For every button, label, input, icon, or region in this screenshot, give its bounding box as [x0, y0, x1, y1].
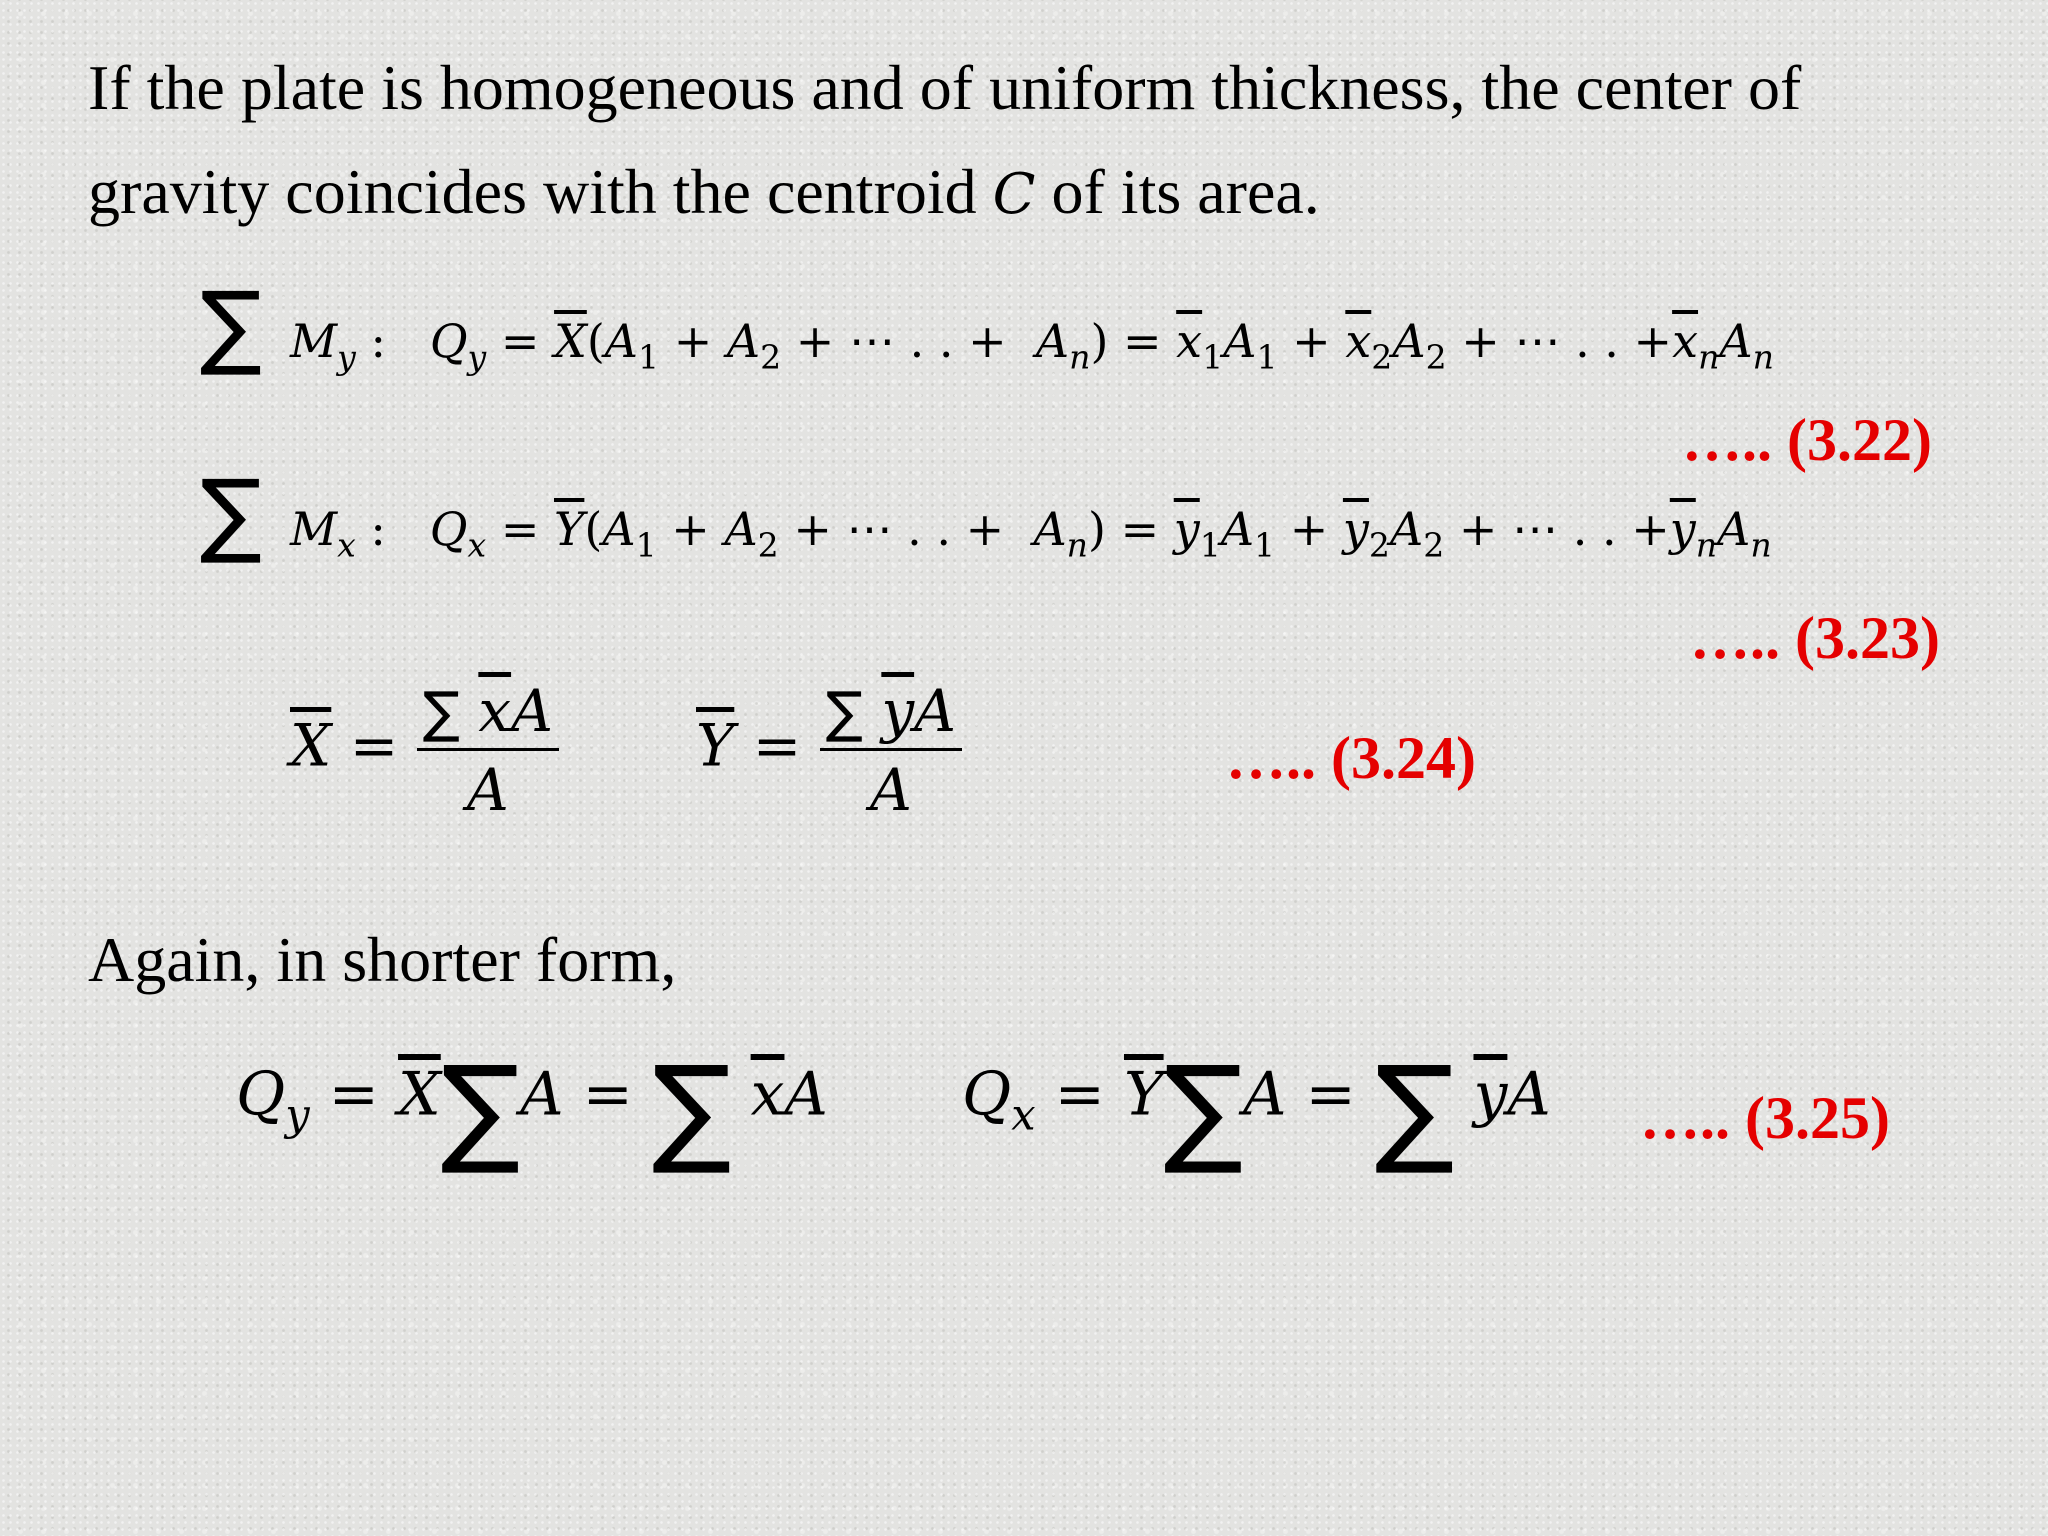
equation-number-3-23: ….. (3.23) [1690, 605, 1940, 671]
equation-moment-x: $M_x$ : $Q_x = \overline{Y}(A_1 + A_2$ + ⋯ . . + $A_n) = \overline{y}_1A_1 + \overline{y}_2A_2$ + ⋯ . . $+\overline{y}_nA_n$ [290, 502, 1772, 565]
equation-x-bar: $\overline{X}$ = $\frac{\sum \overline{x}A}{A}$ [290, 682, 559, 819]
intro-line-2-pre: gravity coincides with the centroid [88, 156, 993, 227]
equation-moment-y: $M_y$ : $Q_y = \overline{X}(A_1 + A_2$ + ⋯ . . + $A_n) = \overline{x}_1A_1 + \overline{x}_2A_2$ + ⋯ . . $+\overline{x}_nA_n$ [290, 314, 1774, 377]
sum-symbol-my: ∑ [200, 272, 262, 379]
sum-symbol-mx: ∑ [200, 460, 262, 567]
intro-line-1: If the plate is homogeneous and of uniform thickness, the center of [88, 52, 1802, 123]
equation-number-3-25: ….. (3.25) [1640, 1085, 1890, 1151]
equation-number-3-24: ….. (3.24) [1226, 725, 1476, 791]
centroid-symbol: C [992, 162, 1036, 227]
equation-number-3-22: ….. (3.22) [1682, 407, 1932, 473]
equation-y-bar: $\overline{Y}$ = $\frac{\sum \overline{y}A}{A}$ [696, 682, 962, 819]
intro-line-2-post: of its area. [1035, 156, 1320, 227]
intro-line-2 [88, 156, 1320, 227]
again-text: Again, in shorter form, [88, 924, 677, 995]
equation-qx-short: $Q_x = \overline{Y}\sum A$ = ∑ $\overline{y}A$ [962, 1040, 1551, 1178]
equation-qy-short: $Q_y = \overline{X}\sum A$ = ∑ $\overline{x}A$ [236, 1040, 828, 1178]
